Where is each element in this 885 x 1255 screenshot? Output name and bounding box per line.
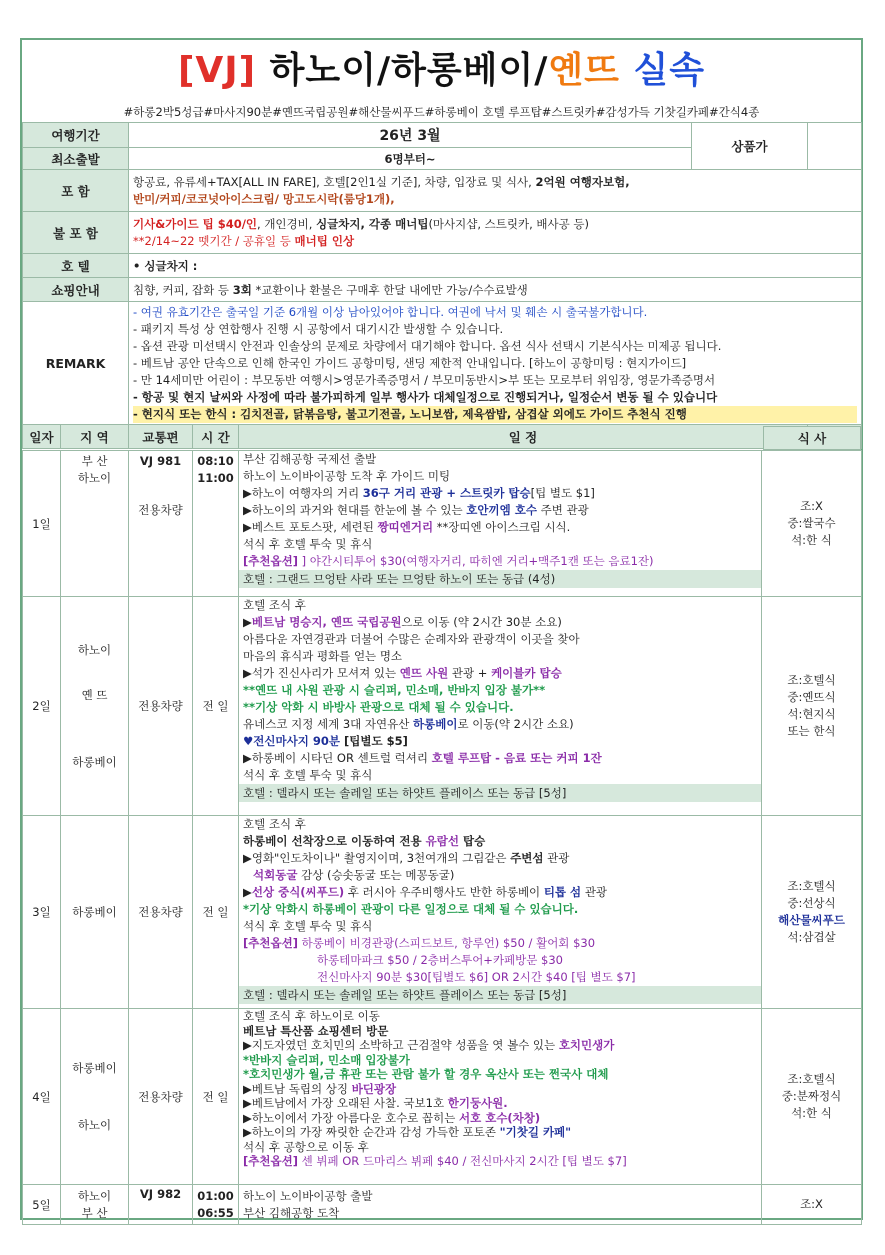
day-row <box>23 1185 862 1225</box>
day-label: 5일 <box>23 1185 61 1225</box>
hotel-value: • 싱글차지 : <box>129 254 862 278</box>
day-transport: 전용차량 <box>129 816 193 1009</box>
day-time: 전 일 <box>193 816 239 1009</box>
period-label: 여행기간 <box>23 123 129 148</box>
col-transport: 교통편 <box>129 425 193 449</box>
min-label: 최소출발 <box>23 148 129 170</box>
day-label: 2일 <box>23 597 61 816</box>
day-label: 1일 <box>23 451 61 597</box>
day-hotel: 호텔 : 델라시 또는 솔레일 또는 하얏트 플레이스 또는 동급 [5성] <box>239 784 761 802</box>
include-value: 항공료, 유류세+TAX[ALL IN FARE], 호텔[2인1실 기준], 차량, 입장료 및 식사, 2억원 여행자보험, 반미/커피/코코넛아이스크림/ 망고도시락(룸당1개), <box>129 170 862 212</box>
remark-label: REMARK <box>23 302 129 425</box>
col-time: 시 간 <box>193 425 239 449</box>
day-meals: 조:호텔식 중:옌뜨식 석:현지식 또는 한식 <box>762 597 862 816</box>
shopping-label: 쇼핑안내 <box>23 278 129 302</box>
day-label: 3일 <box>23 816 61 1009</box>
day-time: 01:00 06:55 <box>193 1185 239 1225</box>
itinerary-table <box>22 122 862 449</box>
min-value: 6명부터~ <box>129 148 692 170</box>
day-time: 전 일 <box>193 597 239 816</box>
day-transport: 전용차량 <box>129 1009 193 1185</box>
remark-item: - 패키지 특성 상 연합행사 진행 시 공항에서 대기시간 발생할 수 있습니다. <box>133 321 504 336</box>
day-row <box>23 451 862 597</box>
day-schedule: 호텔 조식 후 하롱베이 선착장으로 이동하여 전용 유람선 탑승 ▶영화"인도차이나" 촬영지이며, 3천여개의 그림같은 주변섬 관광 석회동굴 감상 (승솟동굴 또는 메꽁동굴) ▶선상 중식(씨푸드) 후 러시아 우주비행사도 반한 하롱베이 티톱 섬 관광 *기상 악화시 하롱베이 관광이 다른 일정으로 대체 될 수 있습니다. 석식 후 호텔 투숙 및 휴식 [추천옵션] 하롱베이 비경관광(스피드보트, 항루언) $50 / 활어회 $30 하롱테마파크 $50 / 2층버스투어+카페방문 $30 전신마사지 90분 $30[팁별도 $6] OR 2시간 $40 [팁 별도 $7] 호텔 : 델라시 또는 솔레일 또는 하얏트 플레이스 또는 동급 [5성] <box>239 816 762 1009</box>
day-schedule: 호텔 조식 후 하노이로 이동 베트남 특산품 쇼핑센터 방문 ▶지도자였던 호치민의 소박하고 근검절약 성품을 엿 볼수 있는 호치민생가 *반바지 슬리퍼, 민소매 입장불가 *호치민생가 월,금 휴관 또는 관람 불가 할 경우 옥산사 또는 쩐국사 대체 ▶베트남 독립의 상징 바딘광장 ▶베트남에서 가장 오래된 사찰. 국보1호 한기둥사원. ▶하노이에서 가장 아름다운 호수로 꼽히는 서호 호수(차창) ▶하노이의 가장 짜릿한 순간과 감성 가득한 포토존 "기찻길 카페" 석식 후 공항으로 이동 후 [추천옵션] 센 뷔페 OR 드마리스 뷔페 $40 / 전신마사지 2시간 [팁 별도 $7] <box>239 1009 762 1185</box>
remark-list <box>129 302 862 425</box>
exclude-value: 기사&가이드 팁 $40/인, 개인경비, 싱글차지, 각종 매너팁(마사지샵, 스트릿카, 배사공 등) **2/14~22 뗏기간 / 공휴일 등 매너팁 인상 <box>129 212 862 254</box>
day-transport: 전용차량 <box>129 597 193 816</box>
day-region: 하노이 옌 뜨 하롱베이 <box>61 597 129 816</box>
schedule-table <box>22 450 862 1225</box>
col-schedule: 일 정 <box>239 425 808 449</box>
remark-item: - 옵션 관광 미선택시 안전과 인솔상의 문제로 차량에서 대기해야 합니다. 옵션 식사 선택시 기본식사는 미제공 됩니다. <box>133 338 722 353</box>
day-transport: VJ 982 <box>129 1185 193 1225</box>
day-row <box>23 1009 862 1185</box>
remark-item: - 여권 유효기간은 출국일 기준 6개월 이상 남아있어야 합니다. 여권에 낙서 및 훼손 시 출국불가합니다. <box>133 304 648 319</box>
remark-item: - 베트남 공안 단속으로 인해 한국인 가이드 공항미팅, 샌딩 제한적 안내입니다. [하노이 공항미팅 : 현지가이드] <box>133 355 687 370</box>
day-meals: 조:호텔식 중:분짜정식 석:한 식 <box>762 1009 862 1185</box>
day-label: 4일 <box>23 1009 61 1185</box>
page-title: [VJ] 하노이/하롱베이/옌뜨 실속 <box>177 50 706 91</box>
remark-item: - 현지식 또는 한식 : 김치전골, 닭볶음탕, 불고기전골, 노니보쌈, 제육쌈밥, 삼겹살 외에도 가이드 추천식 진행 <box>133 406 857 423</box>
day-region: 부 산 하노이 <box>61 451 129 597</box>
day-time: 08:10 11:00 <box>193 451 239 597</box>
day-schedule: 호텔 조식 후 ▶베트남 명승지, 옌뜨 국립공원으로 이동 (약 2시간 30분 소요) 아름다운 자연경관과 더불어 수많은 순례자와 관광객이 이곳을 찾아 마음의 휴식과 평화를 얻는 명소 ▶석가 진신사리가 모셔져 있는 옌뜨 사원 관광 + 케이블카 탑승 **옌뜨 내 사원 관광 시 슬리퍼, 민소매, 반바지 입장 불가** **기상 악화 시 바방사 관광으로 대체 될 수 있습니다. 유네스코 지정 세계 3대 자연유산 하롱베이로 이동(약 2시간 소요) ♥전신마사지 90분 [팁별도 $5] ▶하롱베이 시타딘 OR 센트럴 럭셔리 호텔 루프탑 - 음료 또는 커피 1잔 석식 후 호텔 투숙 및 휴식 호텔 : 델라시 또는 솔레일 또는 하얏트 플레이스 또는 동급 [5성] <box>239 597 762 816</box>
day-meals: 조:X 중:쌀국수 석:한 식 <box>762 451 862 597</box>
col-day: 일자 <box>23 425 61 449</box>
col-meal-header: 식 사 <box>763 426 861 450</box>
remark-item: - 항공 및 현지 날씨와 사정에 따라 불가피하게 일부 행사가 대체일정으로 진행되거나, 일정순서 변동 될 수 있습니다 <box>133 389 718 404</box>
day-transport: VJ 981 전용차량 <box>129 451 193 597</box>
day-row <box>23 816 862 1009</box>
day-row <box>23 597 862 816</box>
col-region: 지 역 <box>61 425 129 449</box>
day-schedule: 부산 김해공항 국제선 출발 하노이 노이바이공항 도착 후 가이드 미팅 ▶하노이 여행자의 거리 36구 거리 관광 + 스트릿카 탑승[팁 별도 $1] ▶하노이의 과거와 현대를 한눈에 볼 수 있는 호안끼엠 호수 주변 관광 ▶베스트 포토스팟, 세련된 짱띠엔거리 **장띠엔 아이스크림 시식. 석식 후 호텔 투숙 및 휴식 [추천옵션] ] 야간시티투어 $30(여행자거리, 따히엔 거리+맥주1캔 또는 음료1잔) 호텔 : 그랜드 므엉탄 사라 또는 므엉탄 하노이 또는 동급 (4성) <box>239 451 762 597</box>
period-value: 26년 3월 <box>129 123 692 148</box>
remark-item: - 만 14세미만 어린이 : 부모동반 여행시>영문가족증명서 / 부모미동반시>부 또는 모로부터 위임장, 영문가족증명서 <box>133 372 716 387</box>
day-region: 하롱베이 하노이 <box>61 1009 129 1185</box>
exclude-label: 불 포 함 <box>23 212 129 254</box>
price-value <box>808 123 862 170</box>
day-time: 전 일 <box>193 1009 239 1185</box>
hotel-label: 호 텔 <box>23 254 129 278</box>
day-hotel: 호텔 : 델라시 또는 솔레일 또는 하얏트 플레이스 또는 동급 [5성] <box>239 986 761 1004</box>
price-label: 상품가 <box>692 123 808 170</box>
day-region: 하롱베이 <box>61 816 129 1009</box>
day-schedule: 하노이 노이바이공항 출발 부산 김해공항 도착 <box>239 1185 762 1225</box>
day-hotel: 호텔 : 그랜드 므엉탄 사라 또는 므엉탄 하노이 또는 동급 (4성) <box>239 570 761 588</box>
day-meals: 조:X <box>762 1185 862 1225</box>
day-region: 하노이 부 산 <box>61 1185 129 1225</box>
shopping-value: 침향, 커피, 잡화 등 3회 *교환이나 환불은 구매후 한달 내에만 가능/수수료발생 <box>129 278 862 302</box>
hashtags: #하롱2박5성급#마사지90분#옌뜨국립공원#해산물씨푸드#하롱베이 호텔 루프탑#스트릿카#감성가득 기찻길카페#간식4종 <box>123 105 760 119</box>
day-meals: 조:호텔식 중:선상식 해산물씨푸드 석:삼겹살 <box>762 816 862 1009</box>
include-label: 포 함 <box>23 170 129 212</box>
